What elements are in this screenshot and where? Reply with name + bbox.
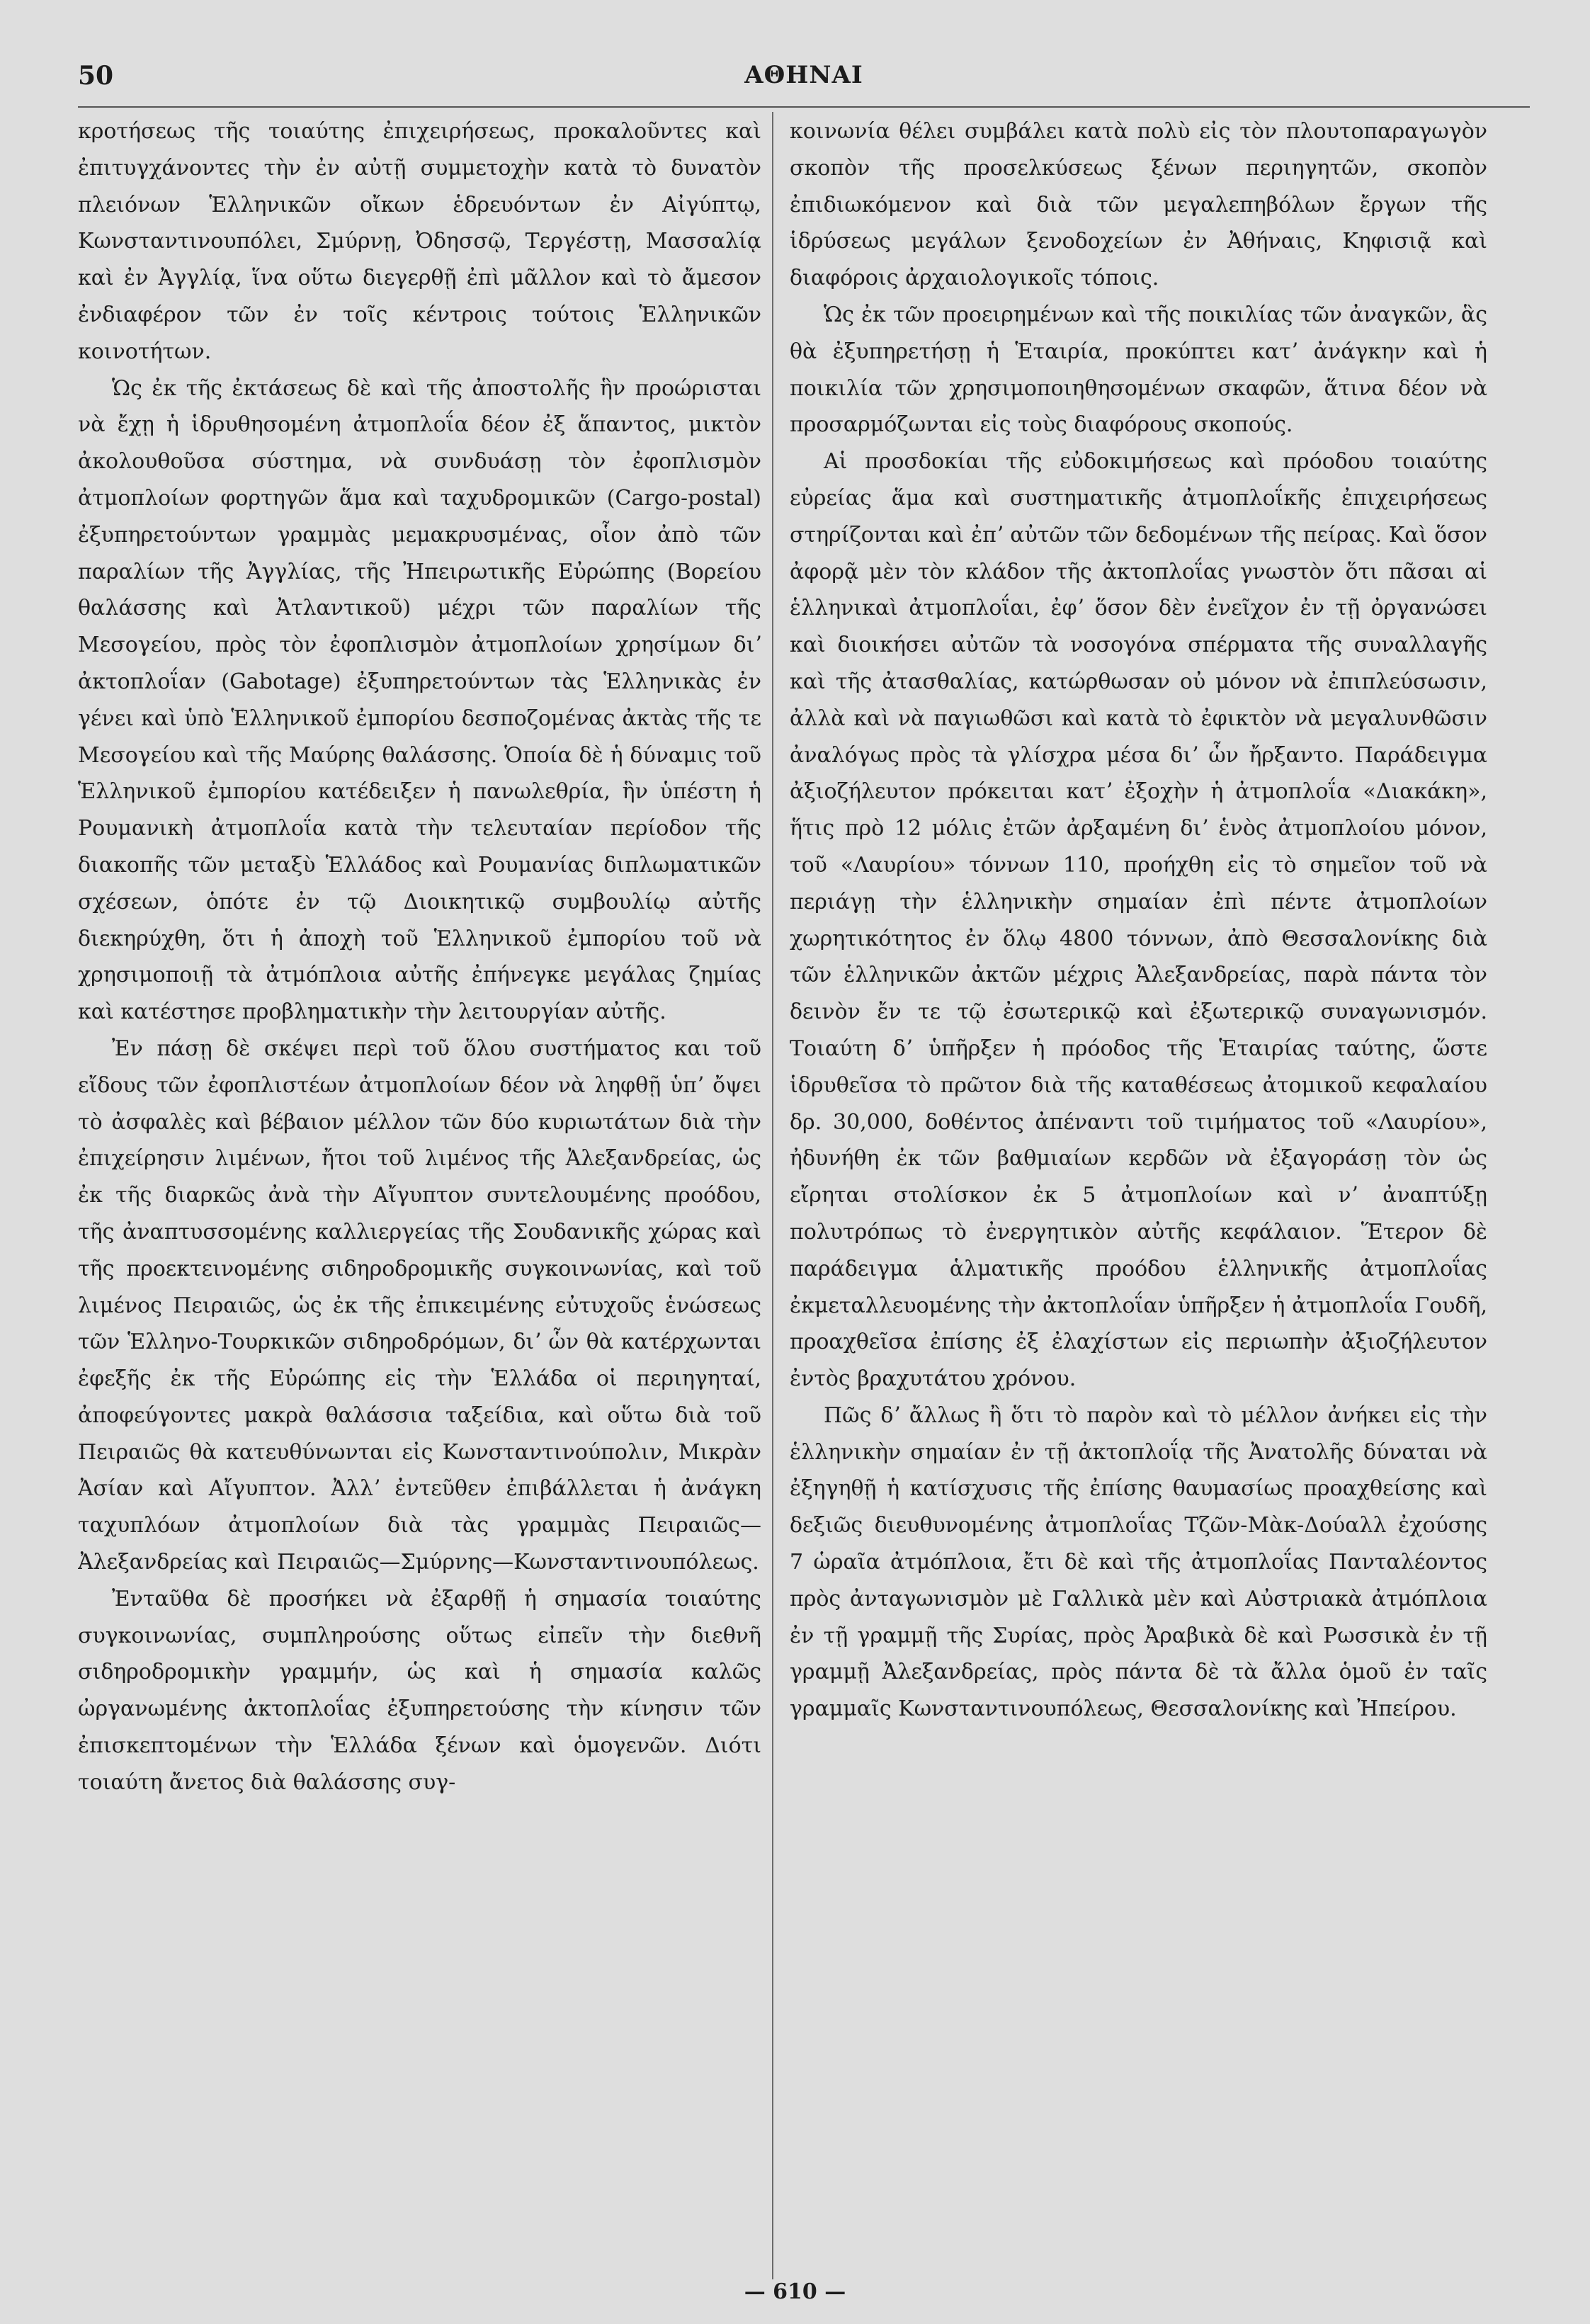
paragraph: κοινωνία θέλει συμβάλει κατὰ πολὺ εἰς τὸν πλουτοπαραγωγὸν σκοπὸν τῆς προσελκύσεως ξένων περιηγητῶν, σκοπὸν ἐπιδιωκόμενον καὶ διὰ τῶν μεγαλεπηβόλων ἔργων τῆς ἱδρύσεως μεγάλων ξενοδοχείων ἐν Ἀθήναις, Κηφισιᾷ καὶ διαφόροις ἀρχαιολογικοῖς τόποις. [790,119,1487,291]
page-header [78,61,1530,103]
paragraph: Ἐνταῦθα δὲ προσήκει νὰ ἐξαρθῇ ἡ σημασία τοιαύτης συγκοινωνίας, συμπληρούσης οὕτως εἰπεῖν τὴν διεθνῆ σιδηροδρομικὴν γραμμήν, ὡς καὶ ἡ σημασία καλῶς ὠργανωμένης ἀκτοπλοΐας ἐξυπηρετούσης τὴν κίνησιν τῶν ἐπισκεπτομένων τὴν Ἑλλάδα ξένων καὶ ὁμογενῶν. Διότι τοιαύτη ἄνετος διὰ θαλάσσης συγ- [78,1586,761,1795]
paragraph: Ὡς ἐκ τῶν προειρημένων καὶ τῆς ποικιλίας τῶν ἀναγκῶν, ἃς θὰ ἐξυπηρετήσῃ ἡ Ἑταιρία, προκύπτει κατʼ ἀνάγκην καὶ ἡ ποικιλία τῶν χρησιμοποιηθησομένων σκαφῶν, ἅτινα δέον νὰ προσαρμόζωνται εἰς τοὺς διαφόρους σκοπούς. [790,302,1487,438]
paragraph: κροτήσεως τῆς τοιαύτης ἐπιχειρήσεως, προκαλοῦντες καὶ ἐπιτυγχάνοντες τὴν ἐν αὐτῇ συμμετοχὴν κατὰ τὸ δυνατὸν πλειόνων Ἑλληνικῶν οἴκων ἑδρευόντων ἐν Αἰγύπτῳ, Κωνσταντινουπόλει, Σμύρνῃ, Ὀδησσῷ, Τεργέστῃ, Μασσαλίᾳ καὶ ἐν Ἀγγλίᾳ, ἵνα οὕτω διεγερθῇ ἐπὶ μᾶλλον καὶ τὸ ἄμεσον ἐνδιαφέρον τῶν ἐν τοῖς κέντροις τούτοις Ἑλληνικῶν κοινοτήτων. [78,119,761,364]
right-column [790,113,1487,2245]
header-rule [78,106,1530,108]
page-number: 50 [78,61,114,91]
paragraph: Αἱ προσδοκίαι τῆς εὐδοκιμήσεως καὶ πρόοδου τοιαύτης εὐρείας ἅμα καὶ συστηματικῆς ἀτμοπλοΐκῆς ἐπιχειρήσεως στηρίζονται καὶ ἐπʼ αὐτῶν τῶν δεδομένων τῆς πείρας. Καὶ ὅσον ἀφορᾷ μὲν τὸν κλάδον τῆς ἀκτοπλοΐας γνωστὸν ὅτι πᾶσαι αἱ ἑλληνικαὶ ἀτμοπλοΐαι, ἐφʼ ὅσον δὲν ἐνεῖχον ἐν τῇ ὀργανώσει καὶ διοικήσει αὐτῶν τὰ νοσογόνα σπέρματα τῆς συναλλαγῆς καὶ τῆς ἀτασθαλίας, κατώρθωσαν οὐ μόνον νὰ ἐπιπλεύσωσιν, ἀλλὰ καὶ νὰ παγιωθῶσι καὶ κατὰ τὸ ἐφικτὸν νὰ μεγαλυνθῶσιν ἀναλόγως πρὸς τὰ γλίσχρα μέσα διʼ ὧν ἤρξαντο. Παράδειγμα ἀξιοζήλευτον πρόκειται κατʼ ἐξοχὴν ἡ ἀτμοπλοΐα «Διακάκη», ἥτις πρὸ 12 μόλις ἐτῶν ἀρξαμένη διʼ ἑνὸς ἀτμοπλοίου μόνον, τοῦ «Λαυρίου» τόννων 110, προήχθη εἰς τὸ σημεῖον τοῦ νὰ περιάγῃ τὴν ἑλληνικὴν σημαίαν ἐπὶ πέντε ἀτμοπλοίων χωρητικότητος ἐν ὅλῳ 4800 τόννων, ἀπὸ Θεσσαλονίκης διὰ τῶν ἑλληνικῶν ἀκτῶν μέχρις Ἀλεξανδρείας, παρὰ πάντα τὸν δεινὸν ἔν τε τῷ ἐσωτερικῷ καὶ ἐξωτερικῷ συναγωνισμόν. Τοιαύτη δʼ ὑπῆρξεν ἡ πρόοδος τῆς Ἑταιρίας ταύτης, ὥστε ἱδρυθεῖσα τὸ πρῶτον διὰ τῆς καταθέσεως ἀτομικοῦ κεφαλαίου δρ. 30,000, δοθέντος ἀπέναντι τοῦ τιμήματος τοῦ «Λαυρίου», ἠδυνήθη ἐκ τῶν βαθμιαίων κερδῶν νὰ ἐξαγοράσῃ τὸν ὡς εἴρηται στολίσκον ἐκ 5 ἀτμοπλοίων καὶ νʼ ἀναπτύξῃ πολυτρόπως τὸ ἐνεργητικὸν αὐτῆς κεφάλαιον. Ἕτερον δὲ παράδειγμα ἁλματικῆς προόδου ἑλληνικῆς ἀτμοπλοΐας ἐκμεταλλευομένης τὴν ἀκτοπλοΐαν ὑπῆρξεν ἡ ἀτμοπλοΐα Γουδῆ, προαχθεῖσα ἐπίσης ἐξ ἐλαχίστων εἰς περιωπὴν ἀξιοζήλευτον ἐντὸς βραχυτάτου χρόνου. [790,449,1487,1392]
journal-title: ΑΘΗΝΑΙ [744,61,863,89]
paragraph: Πῶς δʼ ἄλλως ἢ ὅτι τὸ παρὸν καὶ τὸ μέλλον ἀνήκει εἰς τὴν ἑλληνικὴν σημαίαν ἐν τῇ ἀκτοπλοΐᾳ τῆς Ἀνατολῆς δύναται νὰ ἐξηγηθῇ ἡ κατίσχυσις τῆς ἐπίσης θαυμασίως προαχθείσης καὶ δεξιῶς διευθυνομένης ἀτμοπλοΐας Τζῶν-Μὰκ-Δούαλλ ἐχούσης 7 ὡραῖα ἀτμόπλοια, ἔτι δὲ καὶ τῆς ἀτμοπλοΐας Πανταλέοντος πρὸς ἀνταγωνισμὸν μὲ Γαλλικὰ μὲν καὶ Αὐστριακὰ ἀτμόπλοια ἐν τῇ γραμμῇ τῆς Συρίας, πρὸς Ἀραβικὰ δὲ καὶ Ρωσσικὰ ἐν τῇ γραμμῇ Ἀλεξανδρείας, πρὸς πάντα δὲ τὰ ἄλλα ὁμοῦ ἐν ταῖς γραμμαῖς Κωνσταντινουπόλεως, Θεσσαλονίκης καὶ Ἠπείρου. [790,1402,1487,1722]
page-footer-number: — 610 — [744,2279,846,2304]
paragraph: Ὡς ἐκ τῆς ἐκτάσεως δὲ καὶ τῆς ἀποστολῆς ἣν προώρισται νὰ ἔχῃ ἡ ἱδρυθησομένη ἀτμοπλοΐα δέον ἐξ ἅπαντος, μικτὸν ἀκολουθοῦσα σύστημα, νὰ συνδυάσῃ τὸν ἐφοπλισμὸν ἀτμοπλοίων φορτηγῶν ἅμα καὶ ταχυδρομικῶν (Cargo-postal) ἐξυπηρετούντων γραμμὰς μεμακρυσμένας, οἷον ἀπὸ τῶν παραλίων τῆς Ἀγγλίας, τῆς Ἠπειρωτικῆς Εὐρώπης (Βορείου θαλάσσης καὶ Ἀτλαντικοῦ) μέχρι τῶν παραλίων τῆς Μεσογείου, πρὸς τὸν ἐφοπλισμὸν ἀτμοπλοίων χρησίμων διʼ ἀκτοπλοΐαν (Gabotage) ἐξυπηρετούντων τὰς Ἑλληνικὰς ἐν γένει καὶ ὑπὸ Ἑλληνικοῦ ἐμπορίου δεσποζομένας ἀκτὰς τῆς τε Μεσογείου καὶ τῆς Μαύρης θαλάσσης. Ὁποία δὲ ἡ δύναμις τοῦ Ἑλληνικοῦ ἐμπορίου κατέδειξεν ἡ πανωλεθρία, ἣν ὑπέστη ἡ Ρουμανικὴ ἀτμοπλοΐα κατὰ τὴν τελευταίαν περίοδον τῆς διακοπῆς τῶν μεταξὺ Ἑλλάδος καὶ Ρουμανίας διπλωματικῶν σχέσεων, ὁπότε ἐν τῷ Διοικητικῷ συμβουλίῳ αὐτῆς διεκηρύχθη, ὅτι ἡ ἀποχὴ τοῦ Ἑλληνικοῦ ἐμπορίου τοῦ νὰ χρησιμοποιῇ τὰ ἀτμόπλοια αὐτῆς ἐπήνεγκε μεγάλας ζημίας καὶ κατέστησε προβληματικὴν τὴν λειτουργίαν αὐτῆς. [78,375,761,1025]
left-column [78,113,761,2245]
paragraph: Ἐν πάσῃ δὲ σκέψει περὶ τοῦ ὅλου συστήματος και τοῦ εἴδους τῶν ἐφοπλιστέων ἀτμοπλοίων δέον νὰ ληφθῇ ὑπʼ ὄψει τὸ ἀσφαλὲς καὶ βέβαιον μέλλον τῶν δύο κυριωτάτων διὰ τὴν ἐπιχείρησιν λιμένων, ἤτοι τοῦ λιμένος τῆς Ἀλεξανδρείας, ὡς ἐκ τῆς διαρκῶς ἀνὰ τὴν Αἴγυπτον συντελουμένης προόδου, τῆς ἀναπτυσσομένης καλλιεργείας τῆς Σουδανικῆς χώρας καὶ τῆς προεκτεινομένης σιδηροδρομικῆς συγκοινωνίας, καὶ τοῦ λιμένος Πειραιῶς, ὡς ἐκ τῆς ἐπικειμένης εὐτυχοῦς ἑνώσεως τῶν Ἑλληνο-Τουρκικῶν σιδηροδρόμων, διʼ ὧν θὰ κατέρχωνται ἐφεξῆς ἐκ τῆς Εὐρώπης εἰς τὴν Ἑλλάδα οἱ περιηγηταί, ἀποφεύγοντες μακρὰ θαλάσσια ταξείδια, καὶ οὕτω διὰ τοῦ Πειραιῶς θὰ κατευθύνωνται εἰς Κωνσταντινούπολιν, Μικρὰν Ἀσίαν καὶ Αἴγυπτον. Ἀλλʼ ἐντεῦθεν ἐπιβάλλεται ἡ ἀνάγκη ταχυπλόων ἀτμοπλοίων διὰ τὰς γραμμὰς Πειραιῶς—Ἀλεξανδρείας καὶ Πειραιῶς—Σμύρνης—Κωνσταντινουπόλεως. [78,1036,761,1575]
column-divider [772,112,773,2279]
